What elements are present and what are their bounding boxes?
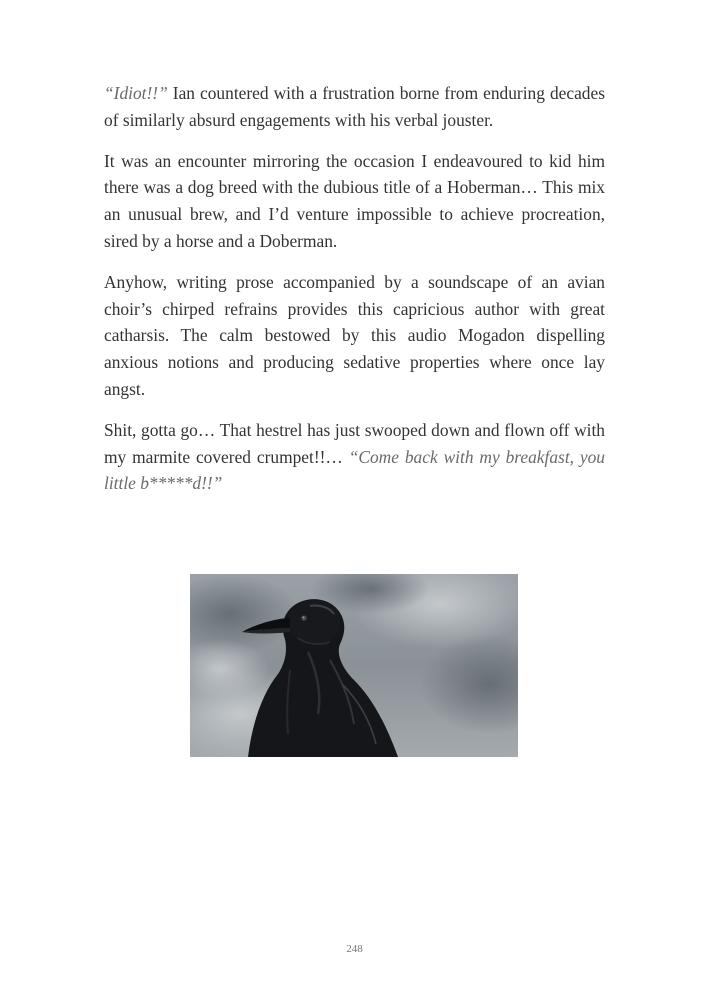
paragraph-2-text: It was an encounter mirroring the occasion I endeavoured to kid him there was a dog breed with the dubious title of a Hoberman… This mix an unusual brew, and I’d venture impossible to achieve procreation, sired by a horse and a Doberman. — [104, 150, 605, 251]
paragraph-1 — [104, 80, 605, 134]
page-number: 248 — [346, 943, 363, 955]
quote-breakfast: “Come back with my breakfast, you little b*****d!!” — [104, 446, 605, 494]
paragraph-1-text: Ian countered with a frustration borne from enduring decades of similarly absurd engagements with his verbal jouster. — [104, 83, 605, 130]
paragraph-4 — [104, 417, 605, 497]
raven-photo — [190, 574, 518, 757]
paragraph-2 — [104, 148, 605, 255]
paragraph-3 — [104, 269, 605, 403]
body-text — [104, 80, 605, 511]
paragraph-4-text: Shit, gotta go… That hestrel has just swooped down and flown off with my marmite covered crumpet!!… — [104, 419, 605, 467]
raven-illustration — [190, 574, 518, 757]
paragraph-3-text: Anyhow, writing prose accompanied by a soundscape of an avian choir’s chirped refrains provides this capricious author with great catharsis. The calm bestowed by this audio Mogadon dispelling anxious notions and producing sedative properties where once lay angst. — [104, 271, 605, 399]
quote-idiot: “Idiot!!” — [104, 83, 168, 103]
